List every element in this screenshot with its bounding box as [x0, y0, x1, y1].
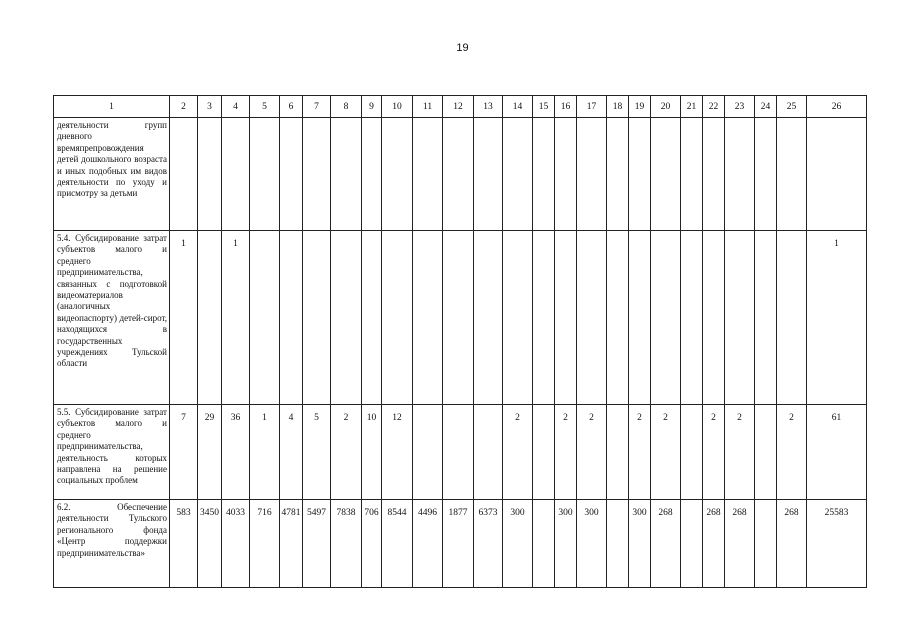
- row-description: 6.2. Обеспечение деятельности Тульского регионального фонда «Центр поддержки предпринимательства»: [54, 500, 170, 588]
- table-cell: [303, 118, 331, 231]
- table-cell: [250, 118, 280, 231]
- column-header: 23: [725, 96, 755, 118]
- table-cell: [280, 118, 303, 231]
- table-cell: [198, 118, 222, 231]
- table-cell: [222, 118, 250, 231]
- table-cell: [703, 231, 725, 405]
- table-cell: 268: [725, 500, 755, 588]
- table-cell: 2: [503, 405, 533, 500]
- column-header: 19: [629, 96, 651, 118]
- table-cell: 25583: [807, 500, 867, 588]
- table-cell: 2: [777, 405, 807, 500]
- table-cell: [681, 231, 703, 405]
- header-row: [54, 96, 867, 118]
- table-cell: 4033: [222, 500, 250, 588]
- table-cell: [755, 500, 777, 588]
- table-cell: 1877: [443, 500, 474, 588]
- table-cell: 1: [170, 231, 198, 405]
- column-header: 17: [577, 96, 607, 118]
- table-cell: 2: [703, 405, 725, 500]
- table-cell: [362, 231, 382, 405]
- table-cell: 716: [250, 500, 280, 588]
- table-cell: 10: [362, 405, 382, 500]
- table-cell: 2: [629, 405, 651, 500]
- table-cell: [607, 500, 629, 588]
- table-cell: 8544: [382, 500, 413, 588]
- column-header: 2: [170, 96, 198, 118]
- column-header: 10: [382, 96, 413, 118]
- table-cell: 268: [651, 500, 681, 588]
- table-cell: 5: [303, 405, 331, 500]
- table-cell: [607, 118, 629, 231]
- table-cell: [413, 405, 443, 500]
- column-header: 8: [331, 96, 362, 118]
- table-row: [54, 500, 867, 588]
- table-cell: [280, 231, 303, 405]
- column-header: 24: [755, 96, 777, 118]
- column-header: 14: [503, 96, 533, 118]
- table-cell: [303, 231, 331, 405]
- table-cell: 1: [222, 231, 250, 405]
- table-cell: [555, 118, 577, 231]
- table-cell: [503, 231, 533, 405]
- page-number: 19: [456, 42, 469, 54]
- table-cell: [629, 231, 651, 405]
- column-header: 5: [250, 96, 280, 118]
- table-cell: [725, 231, 755, 405]
- table-cell: [362, 118, 382, 231]
- table-cell: [577, 231, 607, 405]
- table-cell: [681, 500, 703, 588]
- table-cell: 2: [651, 405, 681, 500]
- table-cell: [443, 231, 474, 405]
- column-header: 25: [777, 96, 807, 118]
- table-cell: [250, 231, 280, 405]
- table-cell: [198, 231, 222, 405]
- column-header: 16: [555, 96, 577, 118]
- table-cell: 268: [703, 500, 725, 588]
- table-cell: [681, 118, 703, 231]
- table-cell: [755, 231, 777, 405]
- table-cell: [503, 118, 533, 231]
- column-header: 11: [413, 96, 443, 118]
- table-cell: 36: [222, 405, 250, 500]
- table-cell: 300: [555, 500, 577, 588]
- table-cell: [382, 231, 413, 405]
- table-cell: 12: [382, 405, 413, 500]
- table-row: [54, 405, 867, 500]
- table-cell: [755, 118, 777, 231]
- table-cell: [443, 118, 474, 231]
- table-cell: 7: [170, 405, 198, 500]
- column-header: 1: [54, 96, 170, 118]
- table-cell: [607, 231, 629, 405]
- column-header: 26: [807, 96, 867, 118]
- table-cell: [413, 118, 443, 231]
- column-header: 6: [280, 96, 303, 118]
- table-cell: 583: [170, 500, 198, 588]
- table-cell: [629, 118, 651, 231]
- table-cell: 7838: [331, 500, 362, 588]
- table-cell: [533, 500, 555, 588]
- table-cell: [474, 405, 503, 500]
- table-cell: [703, 118, 725, 231]
- table-cell: 706: [362, 500, 382, 588]
- row-description: деятельности групп дневного времяпрепровождения детей дошкольного возраста и иных подобных им видов деятельности по уходу и присмотру за детьми: [54, 118, 170, 231]
- column-header: 15: [533, 96, 555, 118]
- table-cell: [777, 118, 807, 231]
- column-header: 12: [443, 96, 474, 118]
- column-header: 3: [198, 96, 222, 118]
- table-cell: 2: [555, 405, 577, 500]
- table-cell: 2: [725, 405, 755, 500]
- table-cell: [533, 405, 555, 500]
- table-cell: 300: [503, 500, 533, 588]
- table-cell: [474, 231, 503, 405]
- table-cell: 1: [250, 405, 280, 500]
- table-row: [54, 118, 867, 231]
- table-cell: 5497: [303, 500, 331, 588]
- column-header: 21: [681, 96, 703, 118]
- table-cell: [555, 231, 577, 405]
- table-cell: [533, 231, 555, 405]
- column-header: 4: [222, 96, 250, 118]
- table-cell: 4: [280, 405, 303, 500]
- table-cell: [170, 118, 198, 231]
- table-cell: [331, 231, 362, 405]
- data-table: [53, 95, 867, 588]
- table-cell: [651, 231, 681, 405]
- table-cell: [755, 405, 777, 500]
- table-cell: [681, 405, 703, 500]
- row-description: 5.4. Субсидирование затрат субъектов малого и среднего предпринимательства, связанных с подготовкой видеоматериалов (аналогичных видеопаспорту) детей-сирот, находящихся в государственных учреждениях Тульской области: [54, 231, 170, 405]
- table-cell: [577, 118, 607, 231]
- table-cell: [533, 118, 555, 231]
- column-header: 9: [362, 96, 382, 118]
- table-cell: [777, 231, 807, 405]
- table-cell: [443, 405, 474, 500]
- table-cell: [725, 118, 755, 231]
- column-header: 7: [303, 96, 331, 118]
- table-cell: 4496: [413, 500, 443, 588]
- column-header: 13: [474, 96, 503, 118]
- row-description: 5.5. Субсидирование затрат субъектов малого и среднего предпринимательства, деятельность которых направлена на решение социальных проблем: [54, 405, 170, 500]
- table-cell: 61: [807, 405, 867, 500]
- table-cell: 6373: [474, 500, 503, 588]
- table-cell: 300: [629, 500, 651, 588]
- table-cell: 3450: [198, 500, 222, 588]
- table-cell: [474, 118, 503, 231]
- table-cell: 29: [198, 405, 222, 500]
- table-cell: [382, 118, 413, 231]
- column-header: 20: [651, 96, 681, 118]
- table-cell: 1: [807, 231, 867, 405]
- table-row: [54, 231, 867, 405]
- table-cell: 4781: [280, 500, 303, 588]
- table-cell: [651, 118, 681, 231]
- table-cell: [413, 231, 443, 405]
- table-cell: 268: [777, 500, 807, 588]
- column-header: 18: [607, 96, 629, 118]
- table-cell: 300: [577, 500, 607, 588]
- table-cell: [607, 405, 629, 500]
- column-header: 22: [703, 96, 725, 118]
- table-cell: 2: [577, 405, 607, 500]
- table-cell: [807, 118, 867, 231]
- table-cell: 2: [331, 405, 362, 500]
- table-cell: [331, 118, 362, 231]
